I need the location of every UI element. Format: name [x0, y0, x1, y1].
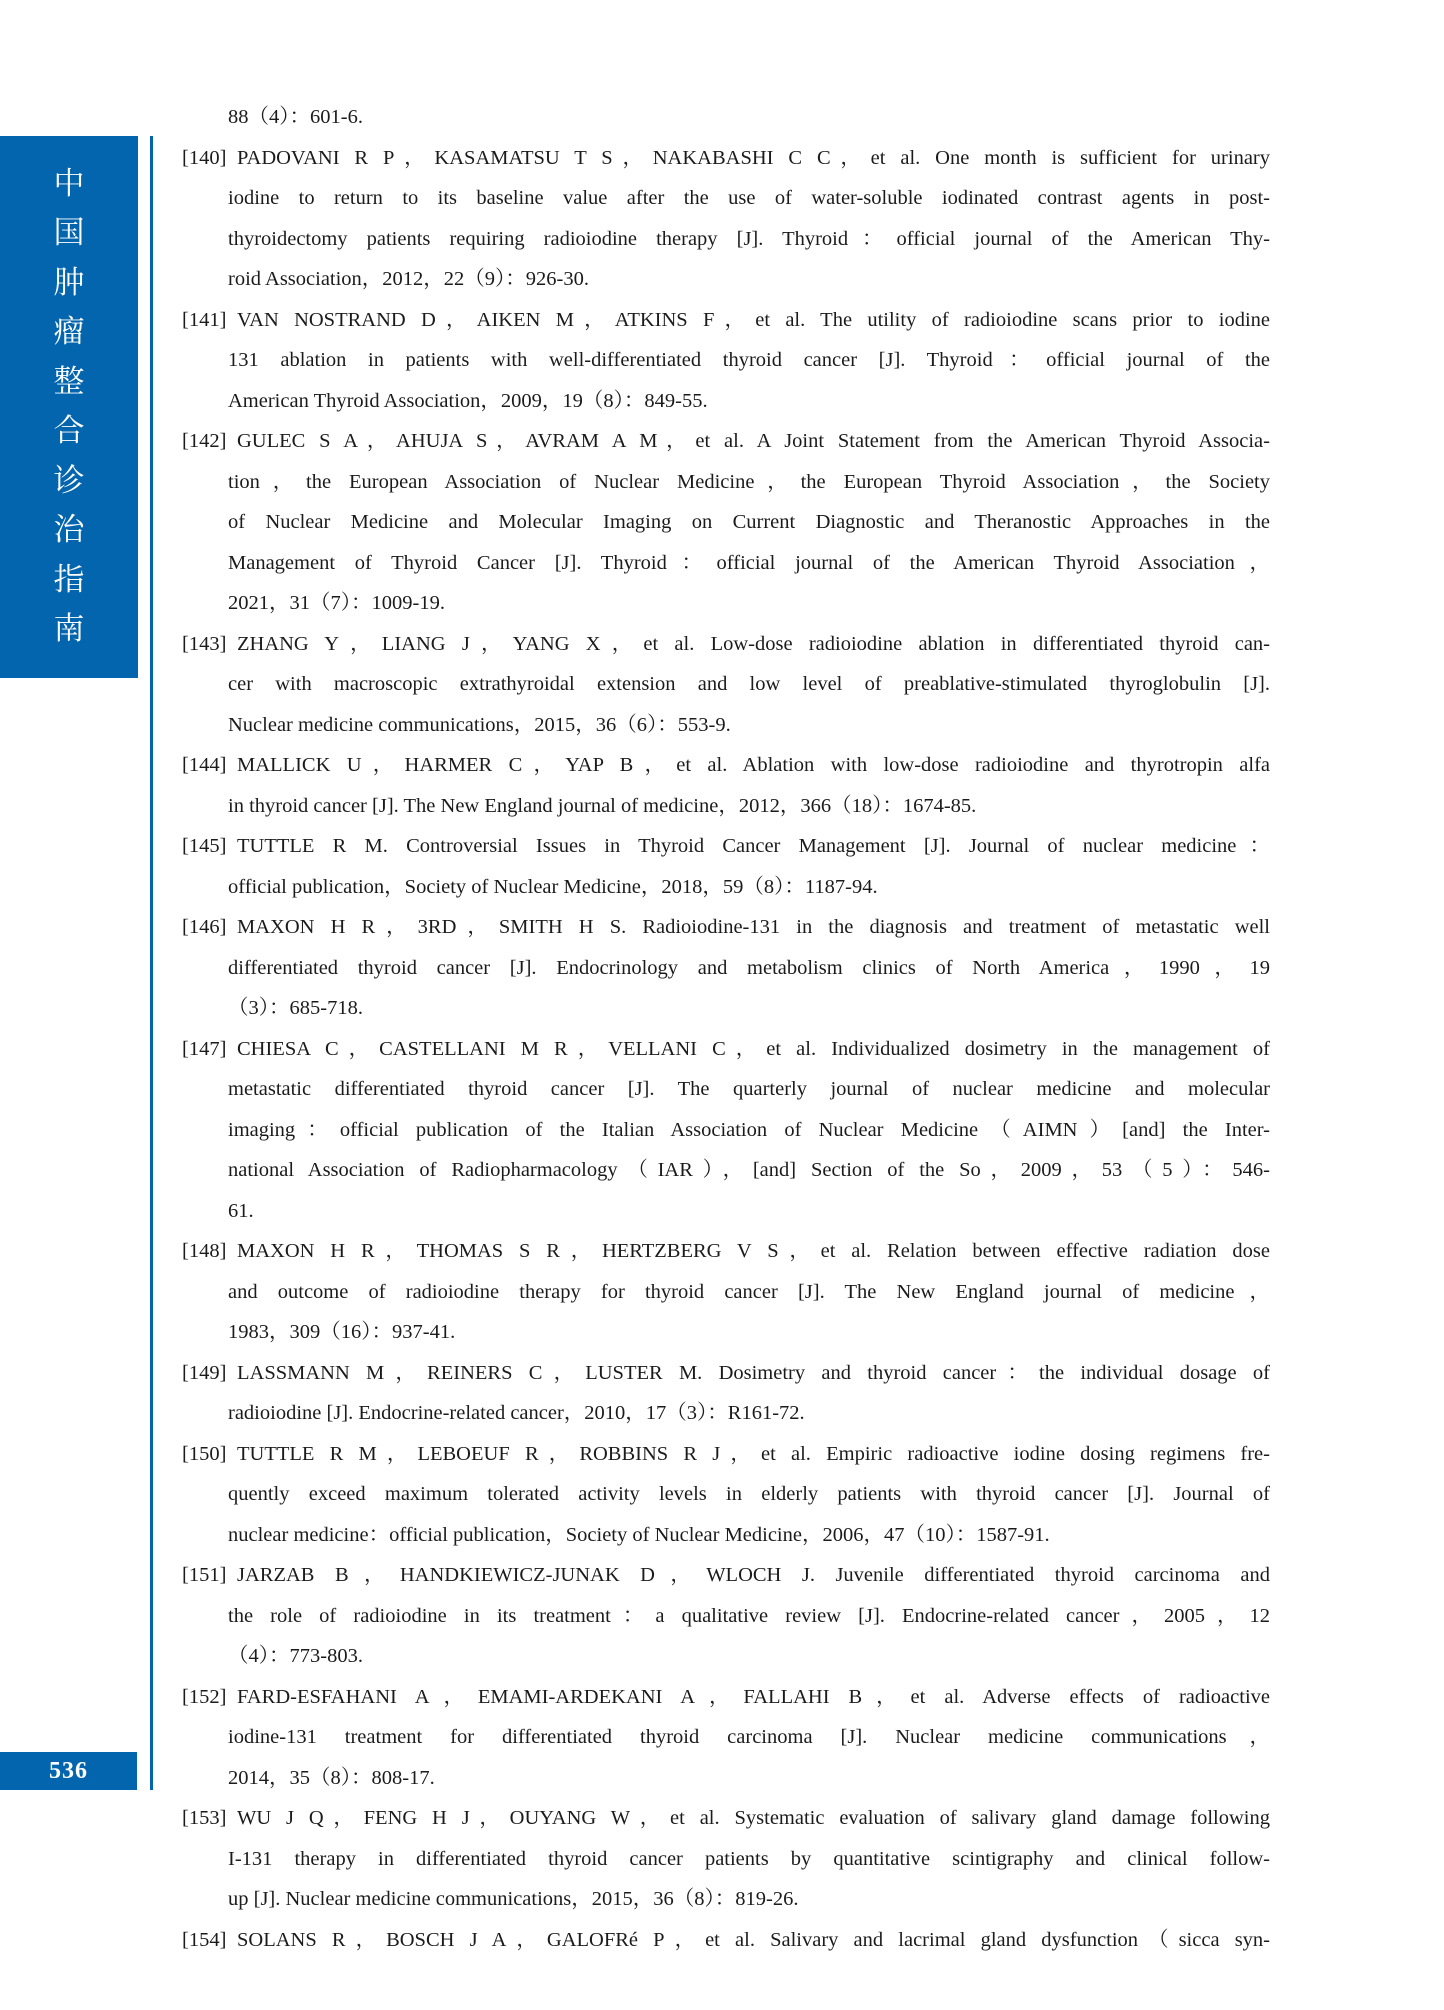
reference-line: the role of radioiodine in its treatment：a qualitative review [J]. Endocrine-related cancer，2005，12 [228, 1604, 1270, 1627]
reference-line: （4）：773-803. [228, 1645, 363, 1667]
reference-line: metastatic differentiated thyroid cancer [J]. The quarterly journal of nuclear medicine and molecular [228, 1078, 1270, 1100]
sidebar-title-char: 瘤 [53, 314, 85, 351]
sidebar-banner [0, 136, 138, 678]
reference-line: JARZAB B，HANDKIEWICZ-JUNAK D，WLOCH J. Juvenile differentiated thyroid carcinoma and [237, 1564, 1270, 1586]
reference-line: thyroidectomy patients requiring radioiodine therapy [J]. Thyroid：official journal of the American Thy- [228, 227, 1270, 250]
reference-line: 2014，35（8）：808-17. [228, 1766, 435, 1789]
reference-line: WU J Q，FENG H J，OUYANG W，et al. Systematic evaluation of salivary gland damage following [237, 1807, 1270, 1829]
reference-line: SOLANS R，BOSCH J A，GALOFRé P，et al. Salivary and lacrimal gland dysfunction（sicca syn- [237, 1928, 1270, 1951]
reference-line: quently exceed maximum tolerated activity levels in elderly patients with thyroid cancer [J]. Journal of [228, 1483, 1270, 1505]
sidebar-title-char: 合 [53, 413, 85, 450]
reference-number: [152] [182, 1685, 227, 1708]
reference-line: iodine-131 treatment for differentiated thyroid carcinoma [J]. Nuclear medicine communications， [228, 1726, 1270, 1748]
page-number-badge [0, 1752, 137, 1790]
reference-entry [182, 1798, 1270, 1920]
reference-number: [151] [182, 1564, 227, 1586]
sidebar-title-char: 中 [53, 165, 85, 202]
reference-entry [182, 300, 1270, 422]
reference-line: up [J]. Nuclear medicine communications，2015，36（8）：819-26. [228, 1888, 799, 1910]
reference-line: CHIESA C，CASTELLANI M R，VELLANI C，et al. Individualized dosimetry in the management of [237, 1037, 1270, 1060]
reference-line: 131 ablation in patients with well-differentiated thyroid cancer [J]. Thyroid：official journal of the [228, 349, 1270, 371]
reference-number: [140] [182, 146, 227, 169]
reference-line: PADOVANI R P，KASAMATSU T S，NAKABASHI C C，et al. One month is sufficient for urinary [237, 146, 1270, 169]
reference-line: 1983，309（16）：937-41. [228, 1321, 456, 1343]
reference-line: ZHANG Y，LIANG J，YANG X，et al. Low-dose radioiodine ablation in differentiated thyroid can- [237, 632, 1270, 655]
reference-line: 2021，31（7）：1009-19. [228, 592, 445, 614]
reference-line: Nuclear medicine communications，2015，36（6）：553-9. [228, 713, 731, 736]
reference-number: [145] [182, 835, 227, 857]
sidebar-title-char: 国 [53, 215, 85, 252]
reference-number: [143] [182, 632, 227, 655]
reference-number: [147] [182, 1037, 227, 1060]
reference-line: 88（4）：601-6. [228, 106, 363, 128]
reference-line: LASSMANN M，REINERS C，LUSTER M. Dosimetry and thyroid cancer：the individual dosage of [237, 1361, 1270, 1384]
reference-entry [182, 138, 1270, 300]
reference-number: [154] [182, 1928, 227, 1951]
reference-line: （3）：685-718. [228, 997, 363, 1019]
reference-line: roid Association，2012，22（9）：926-30. [228, 268, 590, 290]
references-list [182, 97, 1270, 1960]
reference-entry [182, 1555, 1270, 1677]
reference-number: [144] [182, 754, 227, 776]
reference-line: MAXON H R，THOMAS S R，HERTZBERG V S，et al. Relation between effective radiation dose [237, 1240, 1270, 1262]
reference-entry [182, 745, 1270, 826]
sidebar-title-char: 治 [53, 512, 85, 549]
reference-entry [182, 421, 1270, 624]
sidebar-title-char: 肿 [53, 264, 85, 301]
reference-line: MAXON H R，3RD，SMITH H S. Radioiodine-131 in the diagnosis and treatment of metastatic well [237, 916, 1270, 938]
reference-line: American Thyroid Association，2009，19（8）：849-55. [228, 389, 708, 412]
reference-line: GULEC S A，AHUJA S，AVRAM A M，et al. A Joint Statement from the American Thyroid Associa- [237, 430, 1270, 452]
reference-line: national Association of Radiopharmacology（IAR），[and] Section of the So，2009，53（5）：546- [228, 1159, 1270, 1181]
reference-line: VAN NOSTRAND D，AIKEN M，ATKINS F，et al. The utility of radioiodine scans prior to iodine [237, 308, 1270, 331]
divider-line [150, 136, 153, 1790]
sidebar-title-char: 指 [53, 561, 85, 598]
reference-number: [146] [182, 916, 227, 938]
reference-line: official publication，Society of Nuclear Medicine，2018，59（8）：1187-94. [228, 875, 878, 898]
reference-line: and outcome of radioiodine therapy for thyroid cancer [J]. The New England journal of medicine， [228, 1280, 1270, 1303]
sidebar-title-char: 整 [53, 363, 85, 400]
reference-line: cer with macroscopic extrathyroidal extension and low level of preablative-stimulated thyroglobulin [J]. [228, 673, 1270, 695]
reference-entry [182, 1029, 1270, 1232]
reference-number: [142] [182, 430, 227, 452]
reference-line: MALLICK U，HARMER C，YAP B，et al. Ablation with low-dose radioiodine and thyrotropin alfa [237, 754, 1270, 776]
reference-number: [141] [182, 308, 227, 331]
reference-number: [153] [182, 1807, 227, 1829]
reference-entry [182, 1353, 1270, 1434]
reference-entry [182, 1677, 1270, 1799]
reference-line: of Nuclear Medicine and Molecular Imaging on Current Diagnostic and Theranostic Approaches in the [228, 511, 1270, 533]
reference-number: [150] [182, 1442, 227, 1465]
reference-line: TUTTLE R M. Controversial Issues in Thyroid Cancer Management [J]. Journal of nuclear medicine： [237, 835, 1270, 857]
reference-line: TUTTLE R M，LEBOEUF R，ROBBINS R J，et al. Empiric radioactive iodine dosing regimens fre- [237, 1442, 1270, 1465]
reference-line: imaging：official publication of the Italian Association of Nuclear Medicine（AIMN）[and] the Inter- [228, 1118, 1270, 1141]
sidebar-title-char: 南 [53, 611, 85, 648]
reference-line: iodine to return to its baseline value after the use of water-soluble iodinated contrast agents in post- [228, 187, 1270, 209]
reference-line: 61. [228, 1199, 254, 1222]
reference-entry [182, 1434, 1270, 1556]
reference-line: radioiodine [J]. Endocrine-related cancer，2010，17（3）：R161-72. [228, 1402, 805, 1424]
reference-entry [182, 1231, 1270, 1353]
reference-line: FARD-ESFAHANI A，EMAMI-ARDEKANI A，FALLAHI B，et al. Adverse effects of radioactive [237, 1685, 1270, 1708]
reference-line: I-131 therapy in differentiated thyroid cancer patients by quantitative scintigraphy and clinical follow- [228, 1847, 1270, 1870]
reference-line: nuclear medicine：official publication，Society of Nuclear Medicine，2006，47（10）：1587-91. [228, 1523, 1050, 1546]
reference-number: [148] [182, 1240, 227, 1262]
reference-number: [149] [182, 1361, 227, 1384]
reference-line: differentiated thyroid cancer [J]. Endocrinology and metabolism clinics of North America，1990，19 [228, 956, 1270, 979]
reference-entry [182, 624, 1270, 746]
sidebar-title-char: 诊 [53, 462, 85, 499]
reference-line: Management of Thyroid Cancer [J]. Thyroid：official journal of the American Thyroid Association， [228, 551, 1270, 574]
reference-entry [182, 907, 1270, 1029]
reference-line: tion，the European Association of Nuclear Medicine，the European Thyroid Association，the Society [228, 470, 1270, 493]
reference-entry [182, 97, 1270, 138]
reference-entry [182, 826, 1270, 907]
reference-entry [182, 1920, 1270, 1961]
page-number: 536 [49, 1757, 88, 1784]
reference-line: in thyroid cancer [J]. The New England journal of medicine，2012，366（18）：1674-85. [228, 794, 977, 817]
